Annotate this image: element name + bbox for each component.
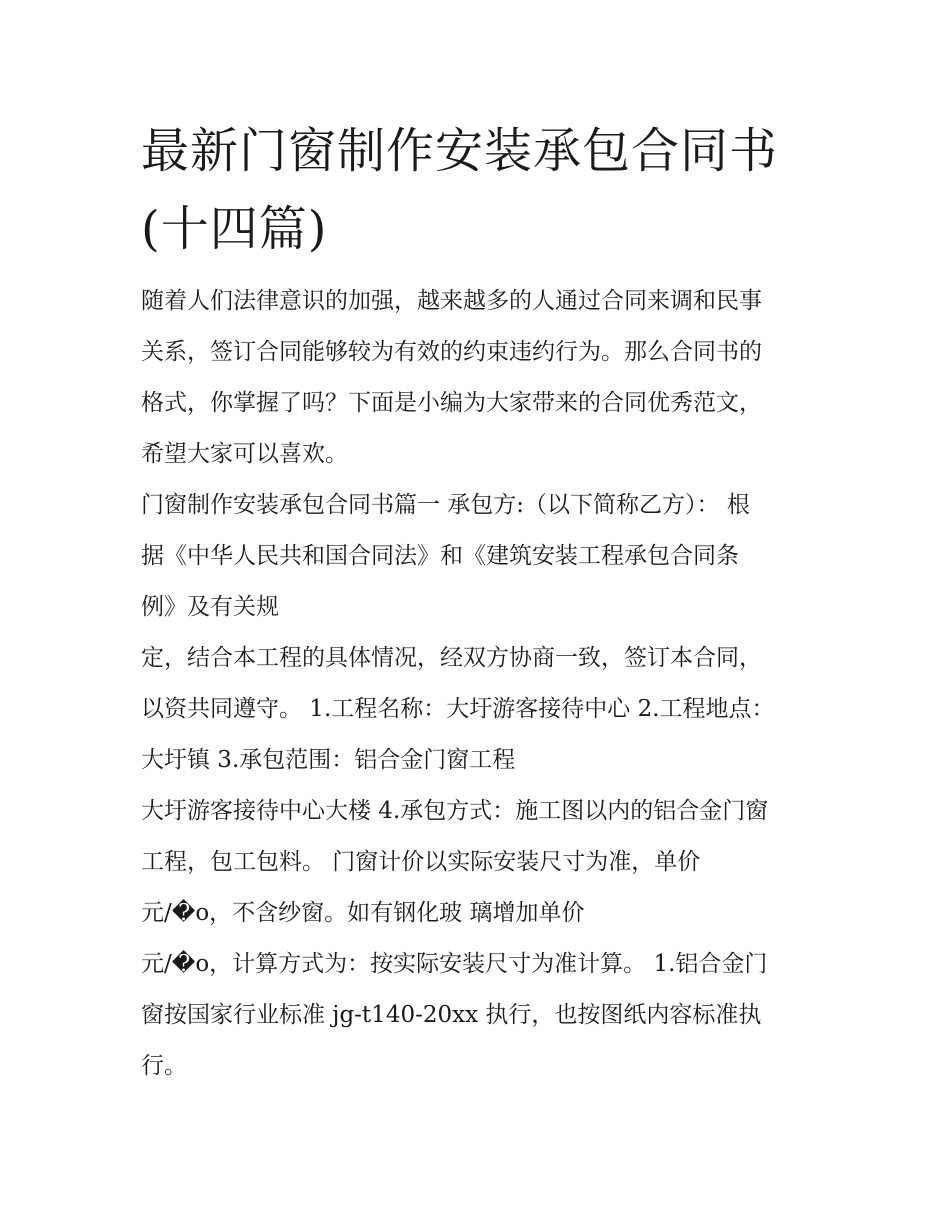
text-line: 据《中华人民共和国合同法》和《建筑安装工程承包合同条	[141, 543, 739, 569]
paragraph-contract-intro	[141, 480, 821, 633]
text-line: 大圩游客接待中心大楼 4.承包方式：施工图以内的铝合金门窗	[141, 798, 769, 824]
paragraph-project-info	[141, 633, 821, 786]
text-line: 关系，签订合同能够较为有效的约束违约行为。那么合同书的	[141, 339, 762, 365]
text-line: 格式，你掌握了吗？下面是小编为大家带来的合同优秀范文，	[141, 390, 762, 416]
title-line: 最新门窗制作安装承包合同书	[141, 123, 779, 179]
title-line: (十四篇)	[141, 201, 328, 257]
text-line: 窗按国家行业标准 jg-t140-20xx 执行，也按图纸内容标准执	[141, 1002, 762, 1028]
text-line: 门窗制作安装承包合同书篇一 承包方:（以下简称乙方）： 根	[141, 492, 750, 518]
text-line: 行。	[141, 1053, 187, 1079]
text-line: 例》及有关规	[141, 594, 279, 620]
paragraph-contract-scope	[141, 786, 821, 939]
text-line: 以资共同遵守。 1.工程名称：大圩游客接待中心 2.工程地点：	[141, 696, 775, 722]
paragraph-pricing	[141, 939, 821, 1092]
text-line: 元/�o，计算方式为：按实际安装尺寸为准计算。 1.铝合金门	[141, 951, 768, 977]
paragraph-intro	[141, 276, 821, 480]
text-line: 大圩镇 3.承包范围：铝合金门窗工程	[141, 747, 516, 773]
document-page	[141, 112, 821, 1092]
text-line: 元/�o，不含纱窗。如有钢化玻 璃增加单价	[141, 900, 585, 926]
text-line: 定，结合本工程的具体情况，经双方协商一致，签订本合同，	[141, 645, 762, 671]
text-line: 工程，包工包料。 门窗计价以实际安装尺寸为准，单价	[141, 849, 701, 875]
text-line: 随着人们法律意识的加强，越来越多的人通过合同来调和民事	[141, 288, 762, 314]
text-line: 希望大家可以喜欢。	[141, 441, 348, 467]
document-title	[141, 112, 821, 268]
